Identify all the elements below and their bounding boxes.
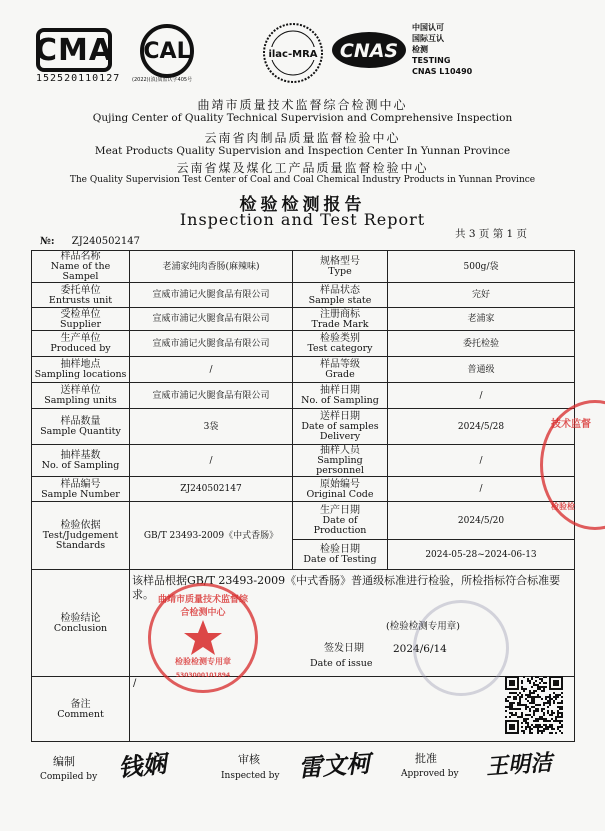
category-value: 委托检验 (388, 331, 575, 357)
issue-label-cn: 签发日期 (324, 643, 364, 654)
label-cell: 样品状态 Sample state (293, 283, 388, 308)
compiled-label-cn: 编制 (53, 755, 75, 768)
ilac-mra-logo (262, 22, 324, 84)
label-cell: 备注 Comment (32, 677, 130, 742)
label-cell: 样品数量 Sample Quantity (32, 409, 130, 445)
inspected-label-en: Inspected by (221, 771, 280, 781)
sample-name-value: 老浦家纯肉香肠(麻辣味) (130, 251, 293, 283)
org2-cn: 云南省肉制品质量监督检验中心 (204, 131, 401, 145)
sample-no-value: ZJ240502147 (130, 477, 293, 502)
table-row (32, 331, 575, 357)
label-cell: 生产日期 Date of Production (293, 502, 388, 540)
ilac-mark-text: ilac-MRA (268, 49, 318, 60)
original-value: / (388, 477, 575, 502)
approved-label-cn: 批准 (415, 752, 437, 765)
quantity-value: 3袋 (130, 409, 293, 445)
trademark-value: 老浦家 (388, 308, 575, 331)
seal-code-text: 5303000101894 (175, 672, 231, 679)
report-no-label: №: (40, 236, 55, 247)
label-cell: 原始编号 Original Code (293, 477, 388, 502)
sampling-units-value: 宣威市浦记火腿食品有限公司 (130, 383, 293, 409)
compiled-signature: 钱娴 (116, 748, 168, 783)
label-cell: 检验依据 Test/Judgement Standards (32, 502, 130, 570)
official-seal-stamp (148, 583, 258, 693)
table-row (32, 308, 575, 331)
location-value: / (130, 357, 293, 383)
label-cell: 送样日期 Date of samples Delivery (293, 409, 388, 445)
seal-label: (检验检测专用章) (386, 621, 460, 632)
cnas-accreditation-text (412, 22, 472, 77)
producer-value: 宣威市浦记火腿食品有限公司 (130, 331, 293, 357)
issue-label-en: Date of issue (310, 658, 373, 669)
org3-cn: 云南省煤及煤化工产品质量监督检验中心 (176, 161, 429, 175)
label-cell: 抽样地点 Sampling locations (32, 357, 130, 383)
label-cell: 送样单位 Sampling units (32, 383, 130, 409)
table-row (32, 357, 575, 383)
cnas-line: 国际互认 (412, 34, 444, 43)
cnas-logo (330, 30, 408, 70)
org2-en: Meat Products Quality Supervision and Inspection Center In Yunnan Province (94, 145, 511, 157)
org3-en: The Quality Supervision Test Center of Coal and Coal Chemical Industry Products in Yunnan Province (69, 175, 536, 185)
qr-code (505, 676, 563, 734)
org1-cn: 曲靖市质量技术监督综合检测中心 (197, 98, 408, 112)
table-row (32, 409, 575, 445)
table-row (32, 283, 575, 308)
label-cell: 抽样基数 No. of Sampling (32, 445, 130, 477)
cnas-line: TESTING (412, 56, 451, 65)
table-row (32, 502, 575, 540)
personnel-value: / (388, 445, 575, 477)
table-row (32, 677, 575, 742)
label-cell: 检验类别 Test category (293, 331, 388, 357)
issue-date: 2024/6/14 (393, 643, 447, 655)
label-cell: 样品名称 Name of the Sampel (32, 251, 130, 283)
approved-label-en: Approved by (401, 769, 459, 779)
cal-number: (2022)(滇)质监认字405号 (132, 77, 193, 83)
prod-date-value: 2024/5/20 (388, 502, 575, 540)
base-value: / (130, 445, 293, 477)
table-row (32, 445, 575, 477)
spec-value: 500g/袋 (388, 251, 575, 283)
label-cell: 检验结论 Conclusion (32, 570, 130, 677)
delivery-value: 2024/5/28 (388, 409, 575, 445)
conclusion-text: 该样品根据GB/T 23493-2009《中式香肠》普通级标准进行检验，所检指标符合标准要求。 (132, 574, 561, 601)
cnas-mark-text: CNAS (339, 40, 399, 62)
supplier-value: 宣威市浦记火腿食品有限公司 (130, 308, 293, 331)
label-cell: 注册商标 Trade Mark (293, 308, 388, 331)
table-row (32, 251, 575, 283)
label-cell: 生产单位 Produced by (32, 331, 130, 357)
cal-logo: CAL (140, 24, 194, 78)
sampling-date-value: / (388, 383, 575, 409)
cma-number: 152520110127 (36, 73, 121, 84)
cnas-line: 检测 (412, 45, 428, 54)
approved-signature: 王明洁 (485, 749, 553, 781)
label-cell: 规格型号 Type (293, 251, 388, 283)
label-cell: 检验日期 Date of Testing (293, 540, 388, 570)
seal-main-text: 曲靖市质量技术监督综合检测中心 (157, 595, 248, 618)
compiled-label-en: Compiled by (40, 772, 98, 782)
label-cell: 样品编号 Sample Number (32, 477, 130, 502)
org1-en: Qujing Center of Quality Technical Supervision and Comprehensive Inspection (92, 112, 513, 124)
seal-sub-text: 检验检测专用章 (175, 657, 231, 666)
grade-value: 普通级 (388, 357, 575, 383)
inspected-label-cn: 审核 (238, 753, 260, 766)
inspected-signature: 雷文柯 (297, 748, 372, 783)
cnas-line: CNAS L10490 (412, 67, 473, 76)
label-cell: 样品等级 Grade (293, 357, 388, 383)
label-cell: 委托单位 Entrusts unit (32, 283, 130, 308)
edge-seal-sub: 检验检 (551, 502, 575, 511)
table-row (32, 477, 575, 502)
test-date-value: 2024-05-28~2024-06-13 (388, 540, 575, 570)
page-info: 共 3 页 第 1 页 (455, 228, 528, 240)
cma-logo: CMA (36, 28, 112, 72)
remark-value: / (133, 678, 137, 689)
report-no-value: ZJ240502147 (71, 236, 140, 247)
label-cell: 抽样人员 Sampling personnel (293, 445, 388, 477)
faint-seal-stamp (413, 600, 509, 696)
state-value: 完好 (388, 283, 575, 308)
label-cell: 抽样日期 No. of Sampling (293, 383, 388, 409)
label-cell: 受检单位 Supplier (32, 308, 130, 331)
basis-value: GB/T 23493-2009《中式香肠》 (130, 502, 293, 570)
report-title-en: Inspection and Test Report (179, 210, 426, 229)
entrust-value: 宣威市浦记火腿食品有限公司 (130, 283, 293, 308)
report-number (40, 236, 140, 247)
cnas-line: 中国认可 (412, 23, 444, 32)
report-title-cn: 检验检测报告 (239, 195, 366, 215)
table-row (32, 383, 575, 409)
edge-seal-text: 技术监督 (551, 419, 591, 430)
